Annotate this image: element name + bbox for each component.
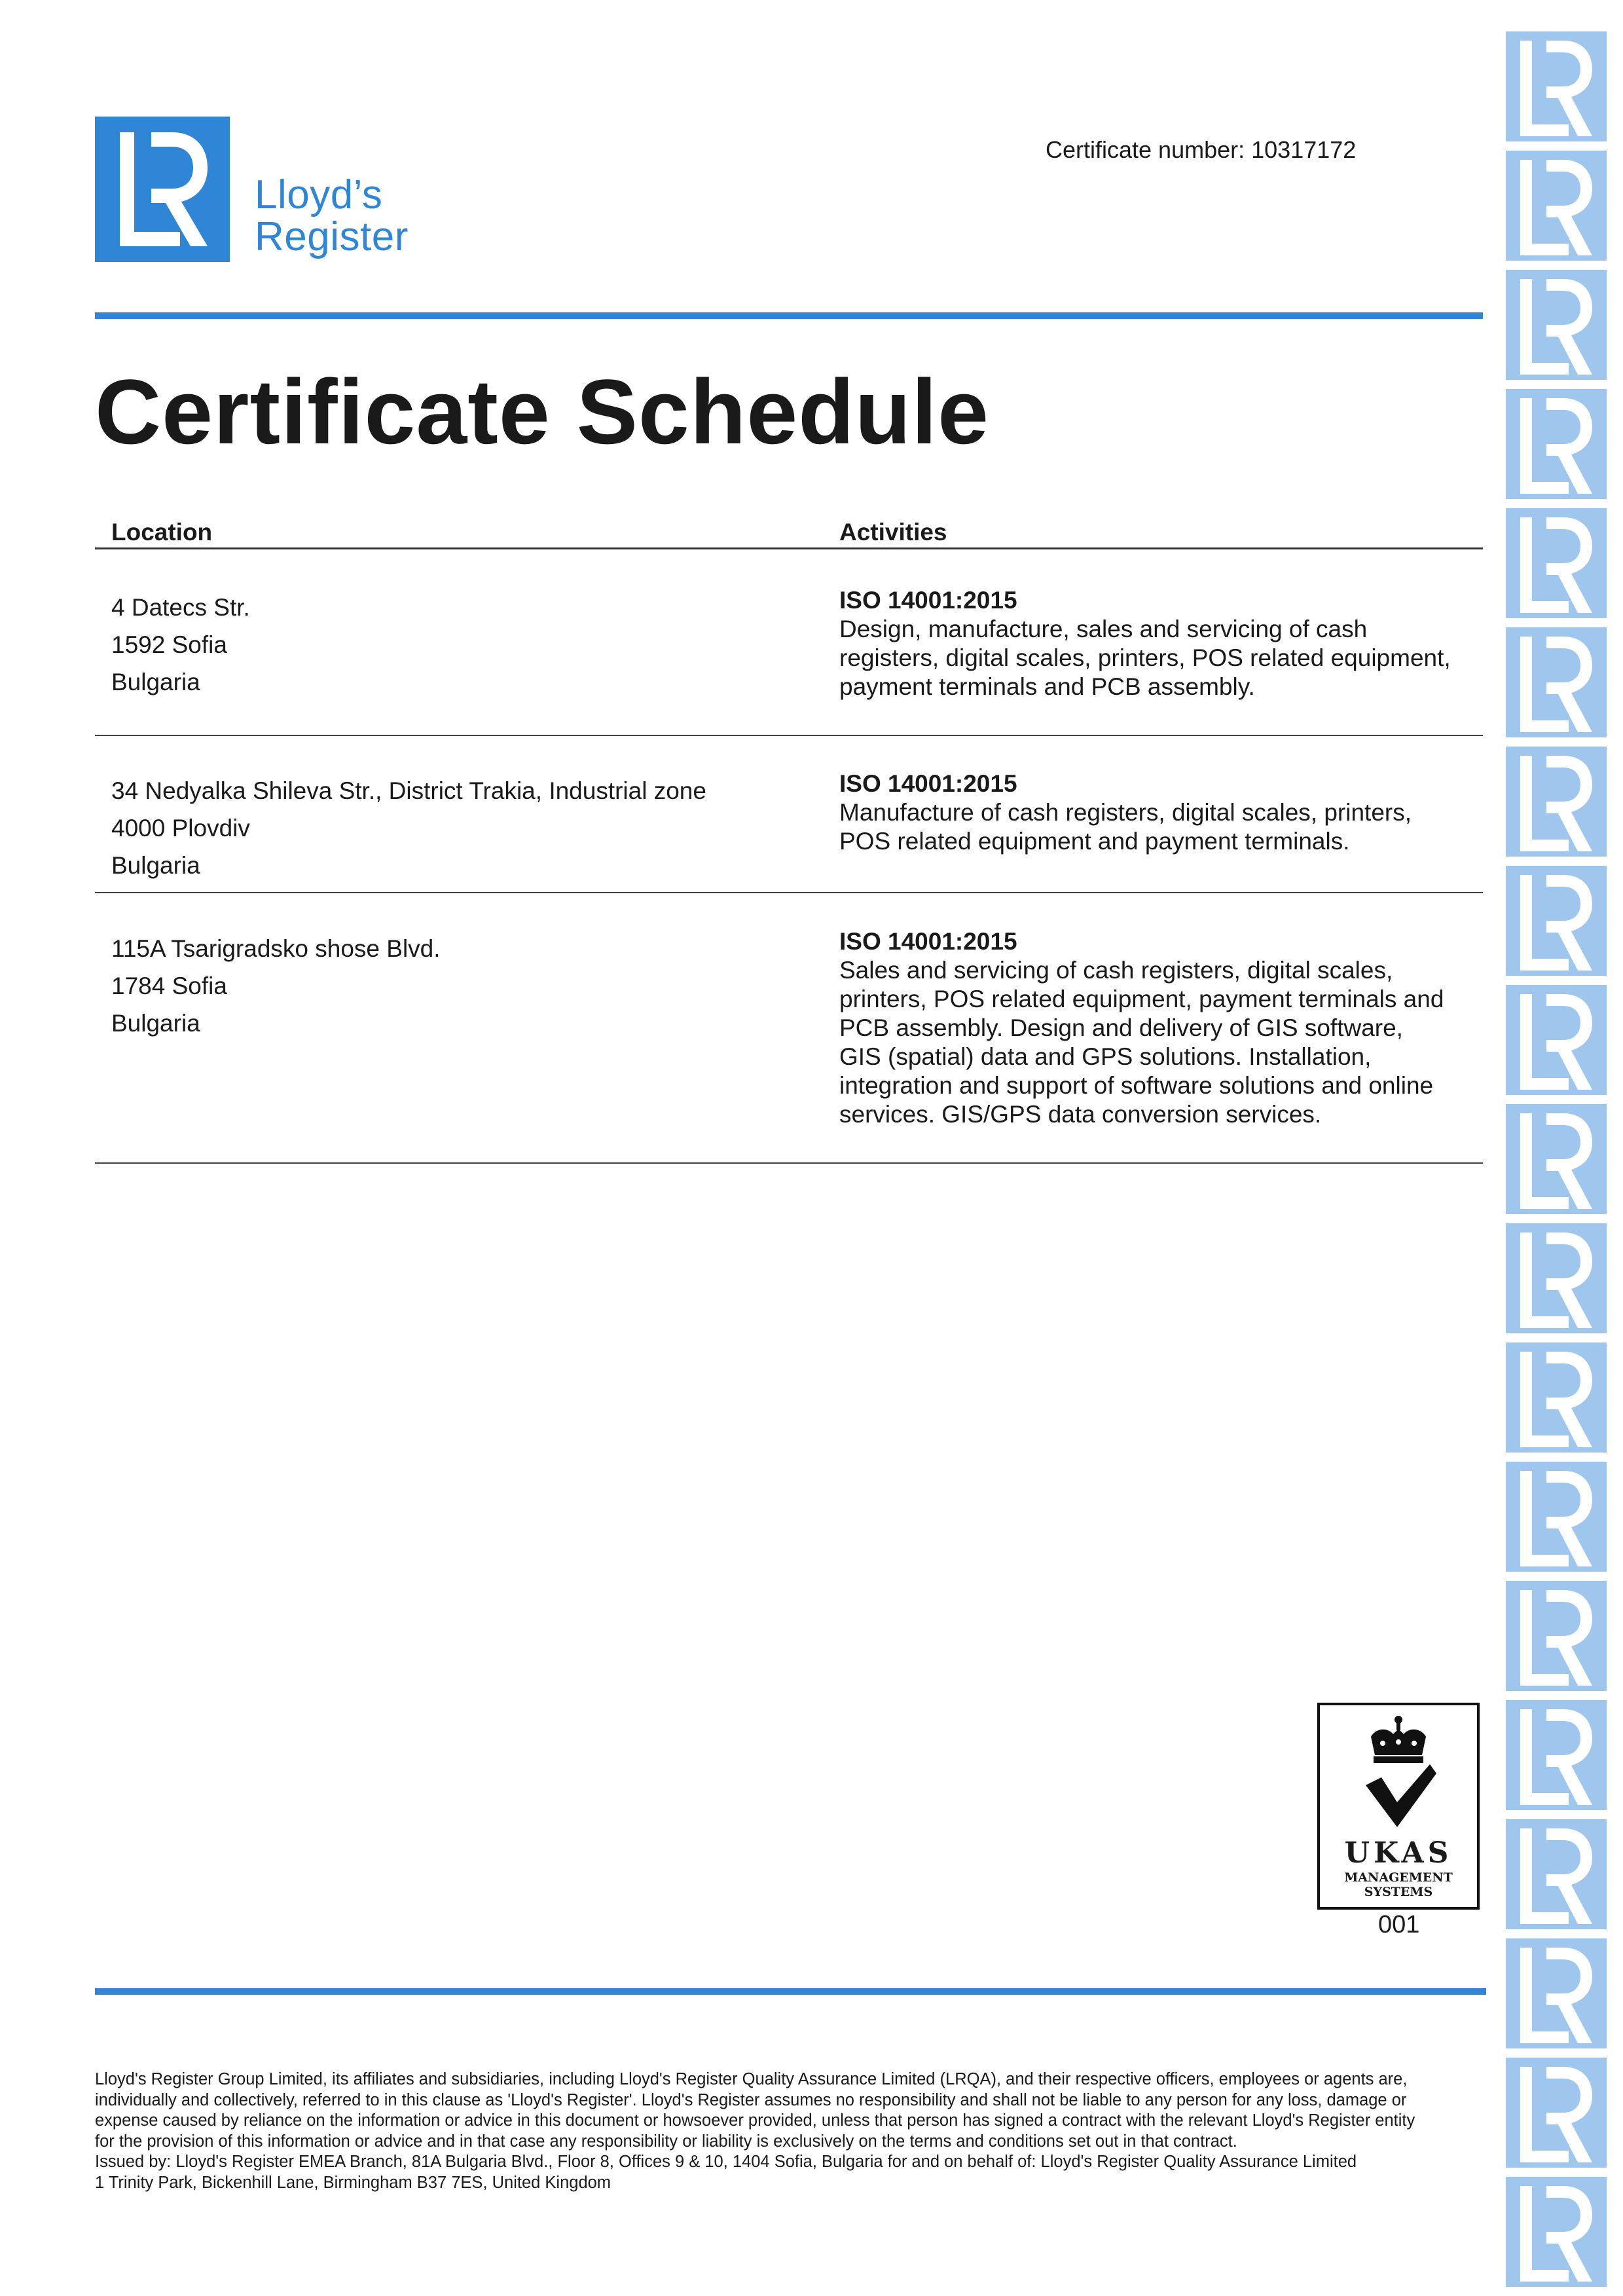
footer-line: Lloyd's Register Group Limited, its affiliates and subsidiaries, including Lloyd's Register Quality Assurance Limited (LRQA), and their respective officers, employees or agents are, xyxy=(95,2070,1408,2088)
lr-logo-mark-icon xyxy=(95,117,230,262)
ukas-subtitle-line: SYSTEMS xyxy=(1364,1885,1433,1899)
footer-line: for the provision of this information or advice and in that case any responsibility or liability is exclusively on the terms and conditions set out in that contract. xyxy=(95,2132,1237,2151)
activity-line: payment terminals and PCB assembly. xyxy=(839,673,1255,700)
activities-cell xyxy=(839,927,1468,1129)
lr-tile-icon xyxy=(1506,1938,1607,2048)
iso-standard: ISO 14001:2015 xyxy=(839,770,1017,797)
activity-line: printers, POS related equipment, payment terminals and xyxy=(839,986,1444,1012)
lr-logo-strip xyxy=(1506,31,1604,2296)
ukas-accreditation-mark xyxy=(1317,1703,1480,1910)
lr-tile-icon xyxy=(1506,2177,1607,2287)
page-title: Certificate Schedule xyxy=(95,360,989,463)
address-line: 115A Tsarigradsko shose Blvd. xyxy=(111,935,441,962)
legal-footer xyxy=(95,2069,1493,2193)
table-row xyxy=(95,893,1483,1164)
certificate-number-value: 10317172 xyxy=(1251,136,1357,163)
activity-line: GIS (spatial) data and GPS solutions. Installation, xyxy=(839,1043,1372,1070)
ukas-subtitle xyxy=(1320,1870,1477,1899)
address-line: 1592 Sofia xyxy=(111,631,227,658)
table-row xyxy=(95,549,1483,736)
footer-line: 1 Trinity Park, Bickenhill Lane, Birmingham B37 7ES, United Kingdom xyxy=(95,2173,611,2192)
lr-tile-icon xyxy=(1506,1342,1607,1453)
ukas-subtitle-line: MANAGEMENT xyxy=(1344,1870,1453,1885)
certificate-number xyxy=(1046,136,1356,164)
ukas-number: 001 xyxy=(1378,1911,1420,1938)
activity-line: Manufacture of cash registers, digital scales, printers, xyxy=(839,799,1412,826)
address-line: Bulgaria xyxy=(111,852,200,879)
header-divider xyxy=(95,312,1483,319)
iso-standard: ISO 14001:2015 xyxy=(839,587,1017,614)
lr-tile-icon xyxy=(1506,627,1607,737)
address-line: 4 Datecs Str. xyxy=(111,594,250,621)
column-header-activities: Activities xyxy=(839,519,947,546)
activity-line: PCB assembly. Design and delivery of GIS software, xyxy=(839,1014,1403,1041)
location-address xyxy=(111,589,250,701)
brand-name-line1: Lloyd’s xyxy=(255,172,383,217)
lr-tile-icon xyxy=(1506,1104,1607,1214)
address-line: Bulgaria xyxy=(111,669,200,695)
footer-line: expense caused by reliance on the information or advice in this document or howsoever provided, unless that person has signed a contract with the relevant Lloyd's Register entity xyxy=(95,2111,1415,2130)
address-line: 1784 Sofia xyxy=(111,972,227,999)
address-line: 34 Nedyalka Shileva Str., District Trakia, Industrial zone xyxy=(111,777,706,804)
lr-tile-icon xyxy=(1506,747,1607,857)
crown-tick-icon xyxy=(1320,1705,1477,1836)
certificate-number-label: Certificate number: xyxy=(1046,136,1245,163)
activity-line: POS related equipment and payment terminals. xyxy=(839,828,1350,855)
lr-tile-icon xyxy=(1506,1700,1607,1810)
activity-line: Sales and servicing of cash registers, digital scales, xyxy=(839,957,1393,984)
table-row xyxy=(95,736,1483,893)
address-line: 4000 Plovdiv xyxy=(111,815,250,842)
activity-line: Design, manufacture, sales and servicing of cash xyxy=(839,616,1368,642)
column-header-location: Location xyxy=(111,519,213,546)
activity-line: services. GIS/GPS data conversion services. xyxy=(839,1101,1322,1128)
lr-tile-icon xyxy=(1506,2058,1607,2168)
lr-tile-icon xyxy=(1506,1462,1607,1572)
brand-name-line2: Register xyxy=(255,214,409,259)
ukas-wordmark: UKAS xyxy=(1344,1836,1453,1870)
activities-cell xyxy=(839,586,1468,701)
address-line: Bulgaria xyxy=(111,1010,200,1037)
footer-divider xyxy=(95,1988,1486,1995)
schedule-table xyxy=(95,517,1483,1164)
lr-tile-icon xyxy=(1506,866,1607,976)
location-address xyxy=(111,772,706,884)
lloyds-register-logo xyxy=(95,117,409,262)
lr-tile-icon xyxy=(1506,1581,1607,1691)
lr-tile-icon xyxy=(1506,985,1607,1095)
location-address xyxy=(111,930,441,1042)
lr-tile-icon xyxy=(1506,1819,1607,1929)
lr-tile-icon xyxy=(1506,508,1607,618)
brand-name xyxy=(255,174,409,258)
lr-tile-icon xyxy=(1506,1223,1607,1333)
lr-tile-icon xyxy=(1506,389,1607,499)
lr-tile-icon xyxy=(1506,31,1607,141)
footer-line: individually and collectively, referred to in this clause as 'Lloyd's Register'. Lloyd's Register assumes no responsibility and shall not be liable to any person for any loss, damage or xyxy=(95,2090,1407,2109)
table-header xyxy=(95,517,1483,549)
lr-tile-icon xyxy=(1506,151,1607,261)
lr-tile-icon xyxy=(1506,270,1607,380)
iso-standard: ISO 14001:2015 xyxy=(839,928,1017,955)
activities-cell xyxy=(839,769,1468,856)
activity-line: registers, digital scales, printers, POS related equipment, xyxy=(839,644,1451,671)
footer-line: Issued by: Lloyd's Register EMEA Branch, 81A Bulgaria Blvd., Floor 8, Offices 9 & 10, 1404 Sofia, Bulgaria for and on behalf of: Lloyd's Register Quality Assurance Limited xyxy=(95,2153,1357,2171)
activity-line: integration and support of software solutions and online xyxy=(839,1072,1434,1099)
